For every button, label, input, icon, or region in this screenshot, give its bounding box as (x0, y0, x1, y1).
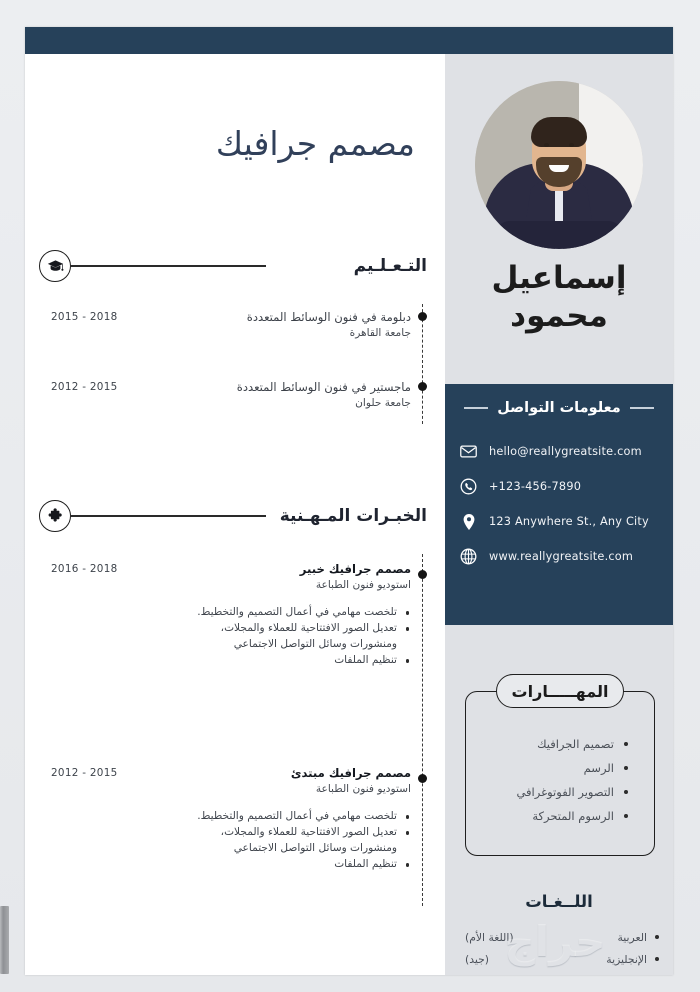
page-title: مصمم جرافيك (215, 124, 415, 163)
contact-panel (445, 384, 673, 625)
profile-last-name: محمود (510, 298, 608, 335)
timeline-dot (418, 312, 427, 321)
bullet-icon (624, 742, 628, 746)
language-item (459, 926, 659, 948)
experience-company: استوديو فنون الطباعة (315, 579, 411, 591)
bullet-icon (624, 790, 628, 794)
phone-icon (459, 477, 478, 496)
languages-heading: اللــغـات (525, 892, 593, 911)
education-heading: التـعـلـيم (353, 256, 427, 276)
skill-item (466, 756, 628, 780)
education-entry (51, 310, 411, 339)
resume-sidebar (445, 54, 673, 975)
skills-heading: المهـــــارات (496, 674, 624, 708)
contact-item-email[interactable] (459, 434, 659, 469)
experience-role: مصمم جرافيك خبير (299, 562, 411, 576)
experience-heading: الخبـرات المـهـنية (279, 506, 427, 526)
experience-bullet-list (51, 808, 411, 872)
contact-value-email: hello@reallygreatsite.com (489, 445, 642, 458)
language-level: (جيد) (465, 952, 490, 966)
timeline-dot (418, 382, 427, 391)
education-timeline (422, 304, 423, 424)
education-entry (51, 380, 411, 409)
skill-item (466, 804, 628, 828)
contact-heading: معلومات التواصل (497, 400, 621, 416)
experience-timeline (422, 554, 423, 906)
watermark-text: حراج (504, 917, 606, 966)
page-scrollbar[interactable] (0, 906, 9, 974)
contact-list (445, 434, 673, 574)
skill-label: تصميم الجرافيك (537, 737, 614, 751)
timeline-dot (418, 774, 427, 783)
education-dates: 2012 - 2015 (51, 381, 118, 393)
experience-entry (51, 562, 411, 668)
experience-bullet: تلخصت مهامي في أعمال التصميم والتخطيط. (51, 808, 411, 824)
experience-bullet: ومنشورات وسائل التواصل الاجتماعي (233, 842, 397, 855)
timeline-dot (418, 570, 427, 579)
profile-first-name: إسماعيل (491, 260, 627, 296)
skills-card (465, 681, 655, 856)
contact-item-phone[interactable] (459, 469, 659, 504)
experience-company: استوديو فنون الطباعة (315, 783, 411, 795)
skill-item (466, 732, 628, 756)
skill-label: الرسم (583, 761, 614, 775)
education-institution: جامعة حلوان (355, 397, 411, 409)
education-section-header (39, 250, 431, 282)
globe-icon (459, 547, 478, 566)
contact-value-phone: +123-456-7890 (489, 480, 582, 493)
contact-value-address: 123 Anywhere St., Any City (489, 515, 649, 528)
profile-photo (475, 81, 643, 249)
contact-item-address[interactable] (459, 504, 659, 539)
location-pin-icon (459, 512, 478, 531)
skill-label: الرسوم المتحركة (532, 809, 614, 823)
bullet-icon (624, 814, 628, 818)
education-institution: جامعة القاهرة (349, 327, 411, 339)
skills-list (466, 732, 654, 828)
experience-bullet: تنظيم الملفات (51, 856, 411, 872)
language-name: العربية (617, 930, 647, 944)
avatar (475, 81, 643, 249)
resume-main-column (25, 54, 445, 975)
envelope-icon (459, 442, 478, 461)
experience-dates: 2016 - 2018 (51, 563, 118, 575)
contact-value-website: www.reallygreatsite.com (489, 550, 634, 563)
experience-role: مصمم جرافيك مبتدئ (290, 766, 411, 780)
top-accent-bar (25, 27, 673, 54)
education-rule (70, 265, 266, 267)
experience-bullet: تعديل الصور الافتتاحية للعملاء والمجلات، (51, 620, 411, 636)
education-degree: دبلومة في فنون الوسائط المتعددة (246, 310, 411, 324)
resume-sheet (25, 27, 673, 975)
language-item (459, 948, 659, 970)
language-level: (اللغة الأم) (465, 930, 514, 944)
experience-bullet: تعديل الصور الافتتاحية للعملاء والمجلات، (51, 824, 411, 840)
experience-bullet: تلخصت مهامي في أعمال التصميم والتخطيط. (51, 604, 411, 620)
languages-list (459, 926, 659, 970)
experience-section-header (39, 500, 431, 532)
bullet-icon (655, 957, 659, 961)
divider-dash (630, 407, 654, 409)
experience-dates: 2012 - 2015 (51, 767, 118, 779)
contact-heading-row (445, 400, 673, 416)
bullet-icon (624, 766, 628, 770)
skill-item (466, 780, 628, 804)
education-degree: ماجستير في فنون الوسائط المتعددة (236, 380, 411, 394)
experience-bullet-list (51, 604, 411, 668)
skill-label: التصوير الفوتوغرافي (516, 785, 614, 799)
experience-bullet: ومنشورات وسائل التواصل الاجتماعي (233, 638, 397, 651)
language-name: الإنجليزية (606, 952, 647, 966)
experience-bullet: تنظيم الملفات (51, 652, 411, 668)
puzzle-piece-icon (39, 500, 71, 532)
education-dates: 2015 - 2018 (51, 311, 118, 323)
graduation-cap-icon (39, 250, 71, 282)
divider-dash (464, 407, 488, 409)
experience-rule (70, 515, 266, 517)
experience-entry (51, 766, 411, 872)
contact-item-website[interactable] (459, 539, 659, 574)
profile-name (445, 259, 673, 336)
bullet-icon (655, 935, 659, 939)
